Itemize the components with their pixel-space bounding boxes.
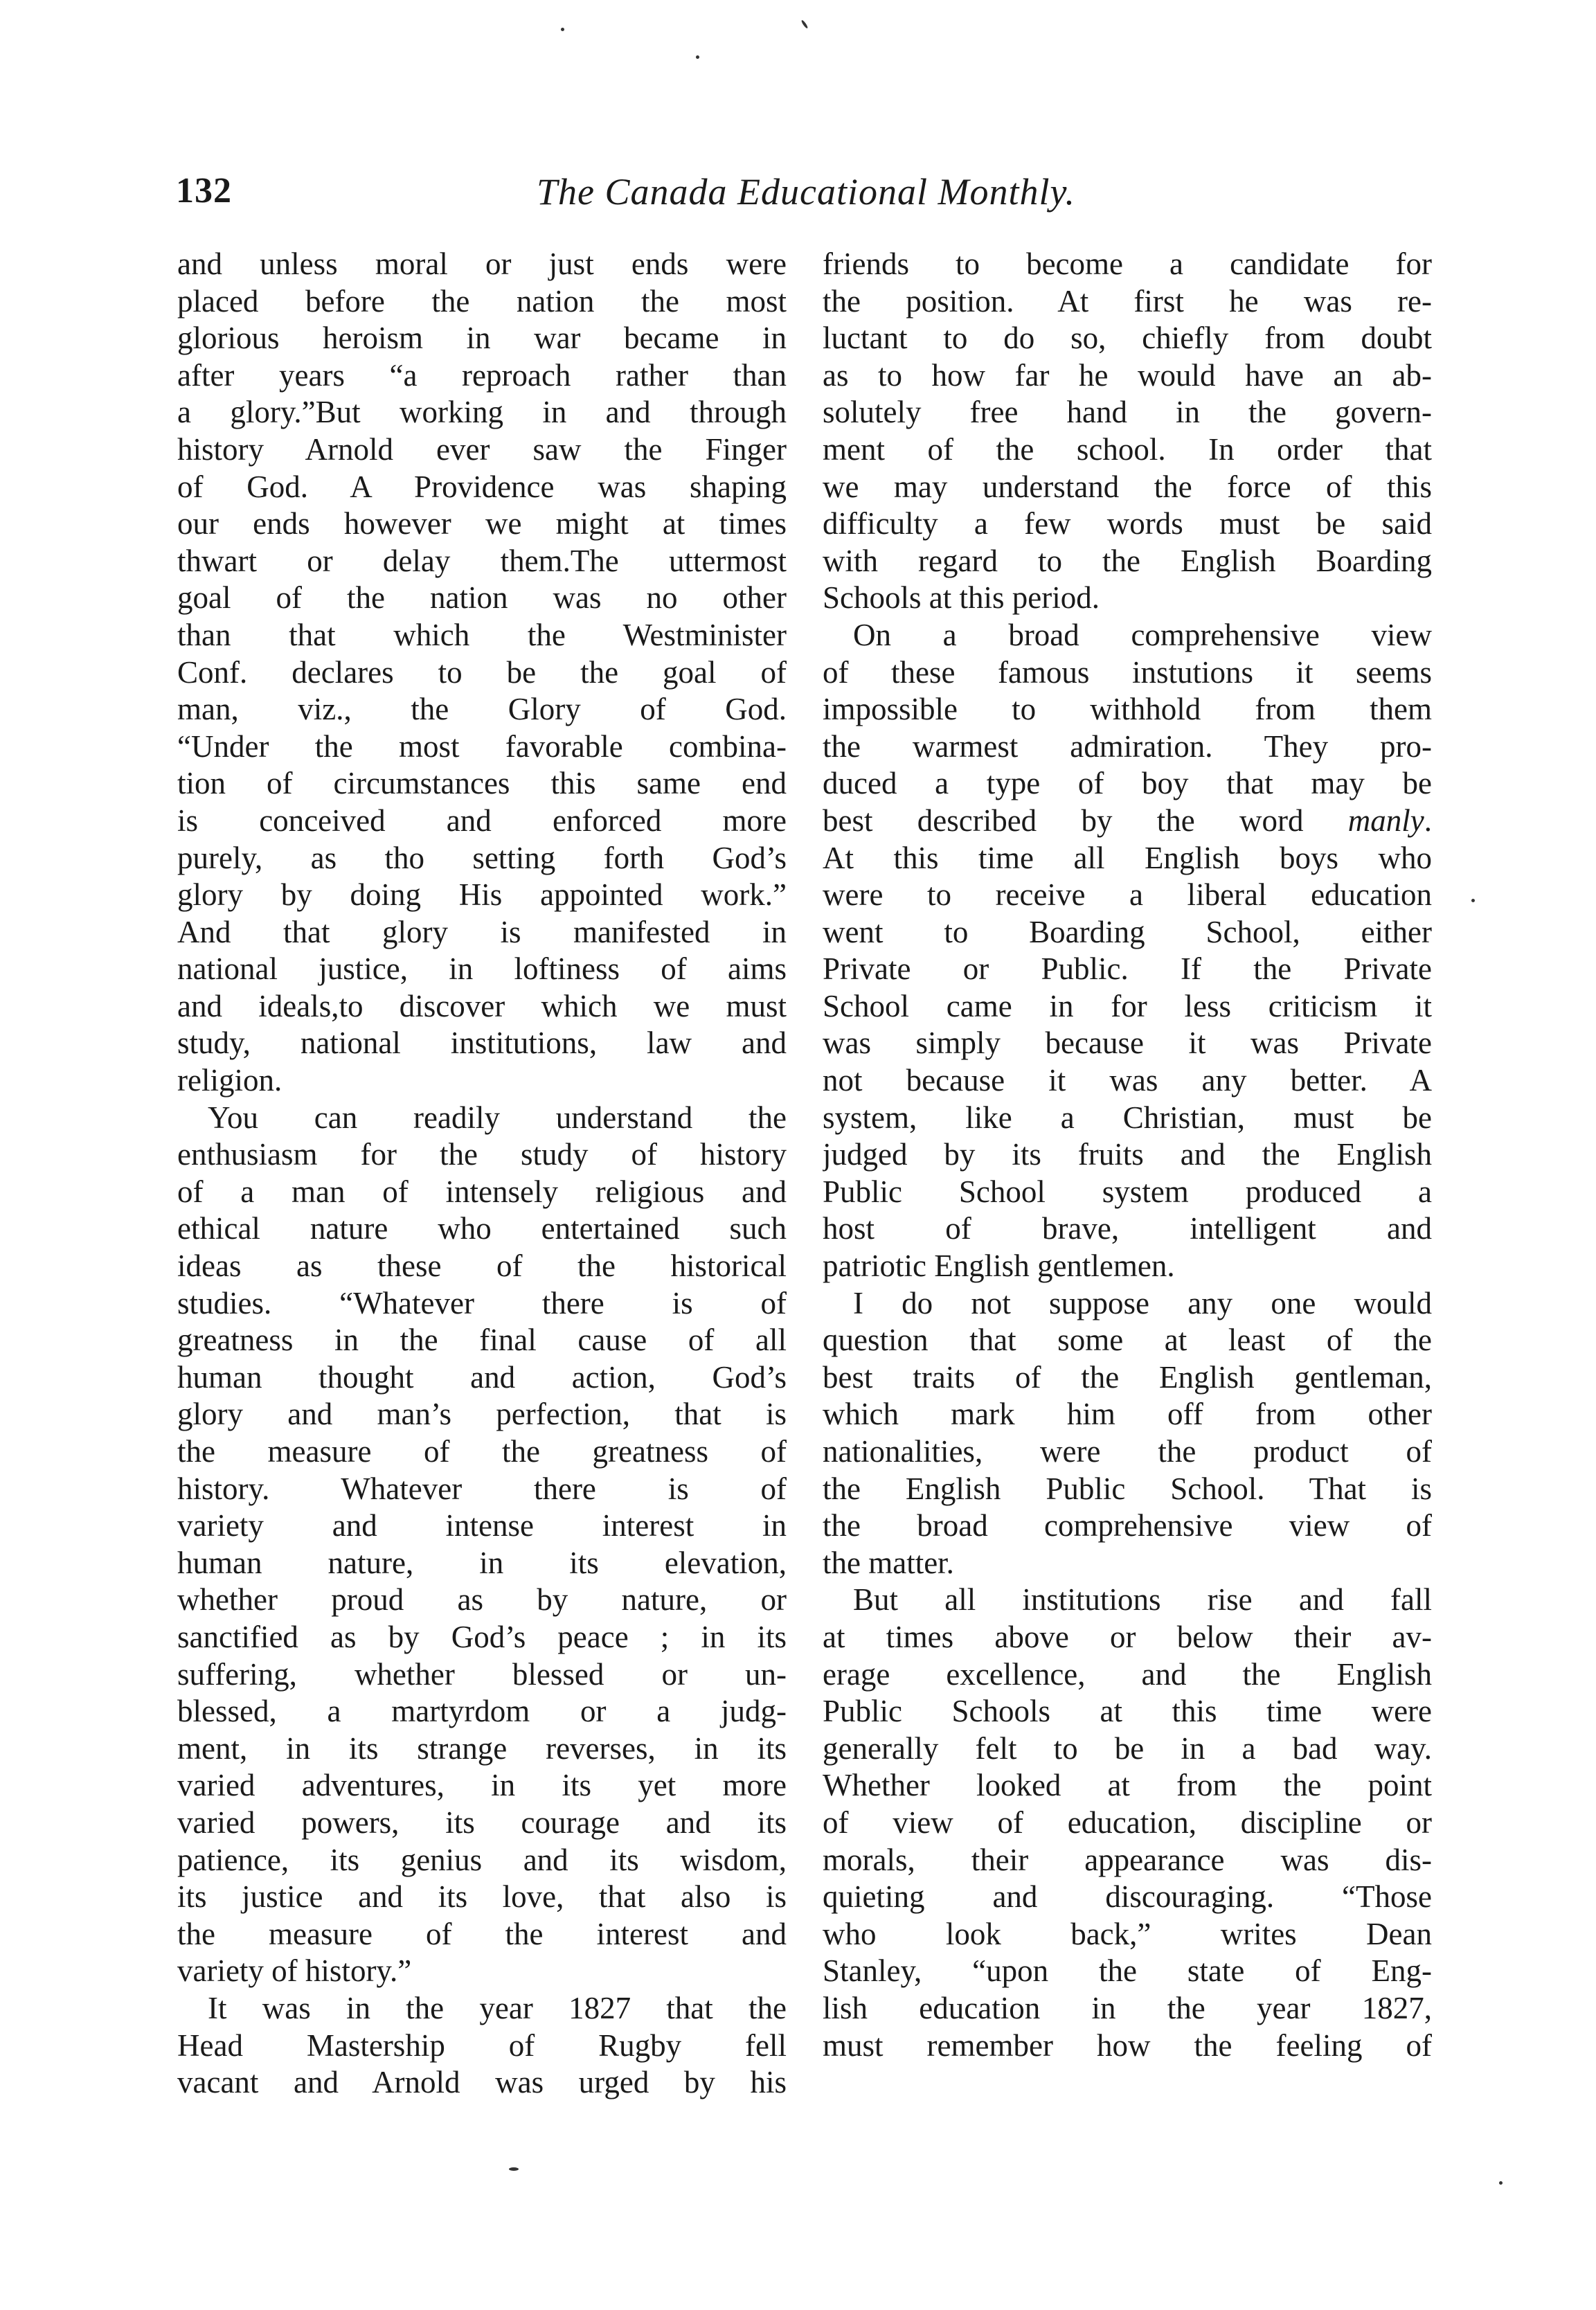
text-line: suffering, whether blessed or un- [177,1656,787,1692]
text-line: national justice, in loftiness of aims [177,951,787,987]
scan-speck [1499,2181,1503,2185]
text-line: difficulty a few words must be said [823,506,1432,541]
text-line: varied adventures, in its yet more [177,1768,787,1803]
text-line: our ends however we might at times [177,506,787,541]
scan-speck [800,19,808,29]
scan-speck [1471,899,1475,902]
text-line: ment, in its strange reverses, in its [177,1730,787,1766]
text-line: impossible to withhold from them [823,692,1432,727]
text-line: were to receive a liberal education [823,877,1432,913]
text-line: Stanley, “upon the state of Eng- [823,1953,1432,1989]
text-line: the warmest admiration. They pro- [823,728,1432,764]
text-line: ethical nature who entertained such [177,1211,787,1246]
text-line: the position. At first he was re- [823,283,1432,319]
text-line: Public Schools at this time were [823,1694,1432,1729]
text-line: Schools at this period. [823,580,1100,616]
scan-speck [509,2167,519,2171]
text-line: the English Public School. That is [823,1471,1432,1506]
text-line: morals, their appearance was dis- [823,1842,1432,1877]
text-line: system, like a Christian, must be [823,1100,1432,1135]
text-line: sanctified as by God’s peace ; in its [177,1619,787,1654]
text-line: studies. “Whatever there is of [177,1285,787,1320]
text-line: best described by the word manly. [823,803,1432,838]
text-line: of a man of intensely religious and [177,1174,787,1209]
text-line: as to how far he would have an ab- [823,357,1432,393]
text-line: a glory.”But working in and through [177,395,787,430]
text-line: blessed, a martyrdom or a judg- [177,1694,787,1729]
text-line: not because it was any better. A [823,1063,1432,1098]
text-line: at times above or below their av- [823,1619,1432,1654]
text-line: But all institutions rise and fall [853,1582,1432,1618]
text-line: varied powers, its courage and its [177,1805,787,1840]
text-line: of God. A Providence was shaping [177,469,787,504]
text-line: glory and man’s perfection, that is [177,1397,787,1432]
text-line: after years “a reproach rather than [177,357,787,393]
text-line: It was in the year 1827 that the [208,1990,787,2025]
text-line: And that glory is manifested in [177,914,787,949]
text-line: human thought and action, God’s [177,1359,787,1395]
running-title: The Canada Educational Monthly. [537,171,1075,213]
text-line: friends to become a candidate for [823,247,1432,281]
text-line: we may understand the force of this [823,469,1432,504]
text-line: must remember how the feeling of [823,2027,1432,2063]
text-line: religion. [177,1063,283,1098]
text-line: Whether looked at from the point [823,1768,1432,1803]
text-line: erage excellence, and the English [823,1656,1432,1692]
text-line: the broad comprehensive view of [823,1508,1432,1543]
text-line: and ideals,to discover which we must [177,988,787,1023]
text-line: study, national institutions, law and [177,1026,787,1061]
text-line: generally felt to be in a bad way. [823,1730,1432,1766]
text-line: goal of the nation was no other [177,580,787,616]
text-line: duced a type of boy that may be [823,766,1432,801]
scan-speck [561,28,564,31]
text-line: the matter. [823,1545,954,1580]
text-line: luctant to do so, chiefly from doubt [823,321,1432,356]
text-line: At this time all English boys who [823,840,1432,875]
text-line: man, viz., the Glory of God. [177,692,787,727]
text-line: who look back,” writes Dean [823,1916,1432,1951]
left-column [177,246,787,2102]
text-line: host of brave, intelligent and [823,1211,1432,1246]
text-line: which mark him off from other [823,1397,1432,1432]
text-line: the measure of the greatness of [177,1434,787,1469]
text-line: of view of education, discipline or [823,1805,1432,1840]
text-line: Public School system produced a [823,1174,1432,1209]
text-line: Private or Public. If the Private [823,951,1432,987]
text-line: glorious heroism in war became in [177,321,787,356]
text-line: nationalities, were the product of [823,1434,1432,1469]
text-line: human nature, in its elevation, [177,1545,787,1580]
text-line: School came in for less criticism it [823,988,1432,1023]
text-line: history Arnold ever saw the Finger [177,431,787,467]
text-line: variety of history.” [177,1953,412,1989]
text-line: ment of the school. In order that [823,431,1432,467]
text-line: Head Mastership of Rugby fell [177,2027,787,2063]
text-line: went to Boarding School, either [823,914,1432,949]
text-line: vacant and Arnold was urged by his [177,2065,787,2100]
text-line: purely, as tho setting forth God’s [177,840,787,875]
text-line: history. Whatever there is of [177,1471,787,1506]
text-line: On a broad comprehensive view [853,617,1432,652]
text-line: Conf. declares to be the goal of [177,654,787,690]
text-line: question that some at least of the [823,1323,1432,1358]
text-line: the measure of the interest and [177,1916,787,1951]
page-number: 132 [176,171,232,211]
right-column [823,246,1432,2064]
text-line: glory by doing His appointed work.” [177,877,787,913]
text-line: best traits of the English gentleman, [823,1359,1432,1395]
text-line: its justice and its love, that also is [177,1879,787,1915]
scan-speck [696,55,699,59]
text-line: whether proud as by nature, or [177,1582,787,1618]
text-line: I do not suppose any one would [853,1285,1432,1320]
text-line: variety and intense interest in [177,1508,787,1543]
text-line: of these famous instutions it seems [823,654,1432,690]
text-line: quieting and discouraging. “Those [823,1879,1432,1915]
text-line: than that which the Westminister [177,617,787,652]
text-line: “Under the most favorable combina- [177,728,787,764]
text-line: patriotic English gentlemen. [823,1248,1175,1284]
text-line: thwart or delay them.The uttermost [177,543,787,578]
text-line: placed before the nation the most [177,283,787,319]
page-header [176,170,1436,219]
text-line: ideas as these of the historical [177,1248,787,1284]
text-line: and unless moral or just ends were [177,247,787,281]
text-line: solutely free hand in the govern- [823,395,1432,430]
text-line: patience, its genius and its wisdom, [177,1842,787,1877]
text-line: enthusiasm for the study of history [177,1137,787,1172]
text-line: You can readily understand the [208,1100,787,1135]
text-line: is conceived and enforced more [177,803,787,838]
text-line: was simply because it was Private [823,1026,1432,1061]
text-line: judged by its fruits and the English [823,1137,1432,1172]
text-line: lish education in the year 1827, [823,1990,1432,2025]
text-line: greatness in the final cause of all [177,1323,787,1358]
text-line: tion of circumstances this same end [177,766,787,801]
text-line: with regard to the English Boarding [823,543,1432,578]
